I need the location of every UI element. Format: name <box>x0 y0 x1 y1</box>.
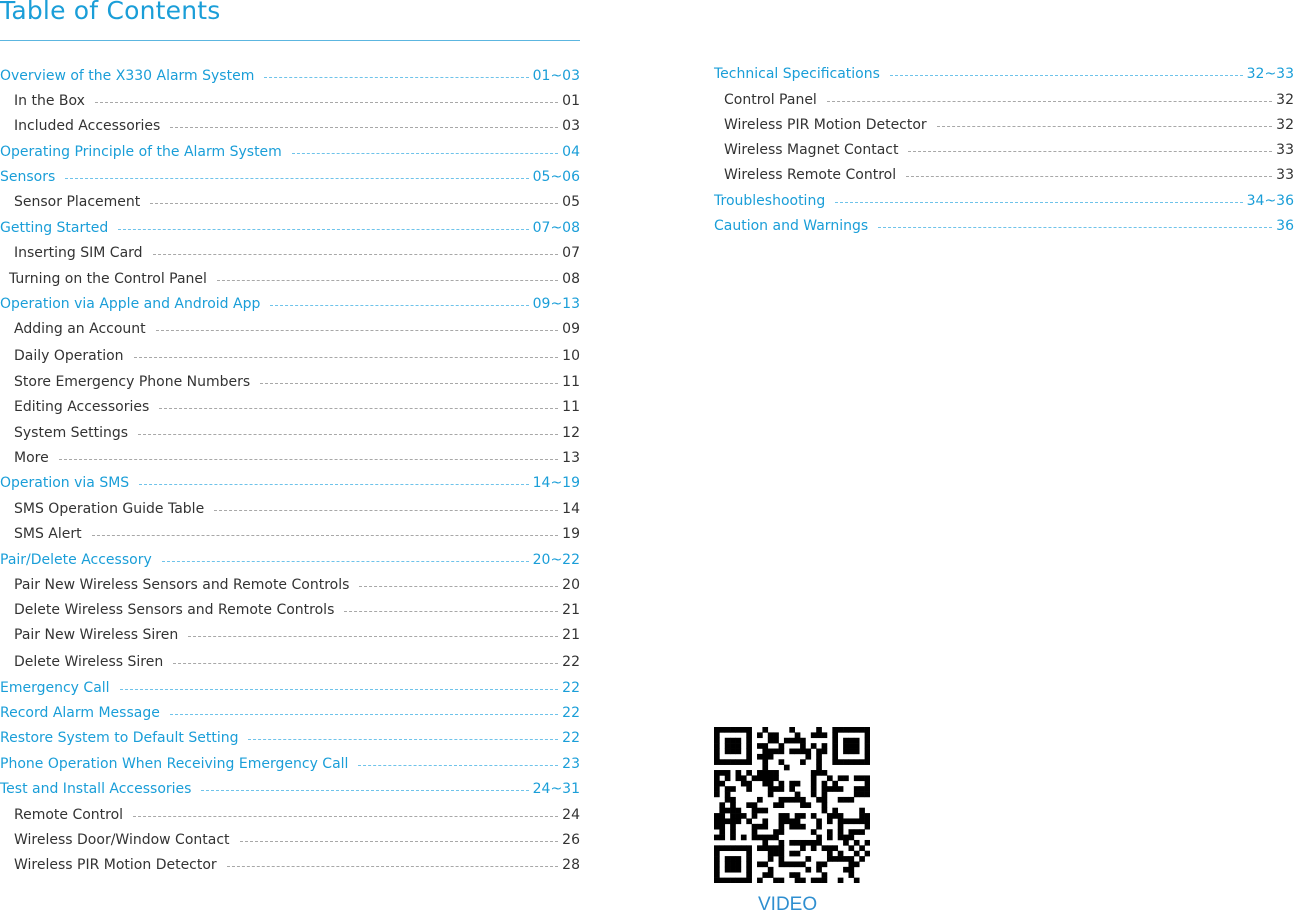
toc-page-number: 34~36 <box>1246 193 1294 209</box>
toc-page-number: 36 <box>1276 218 1294 234</box>
toc-leader-dots <box>937 126 1272 127</box>
toc-entry-title: Pair New Wireless Siren <box>14 627 179 643</box>
toc-section-entry[interactable] <box>0 780 580 798</box>
toc-entry-title: Delete Wireless Siren <box>14 654 164 670</box>
toc-leader-dots <box>188 636 558 637</box>
toc-entry-title: System Settings <box>14 425 129 441</box>
toc-page-number: 05 <box>562 194 580 210</box>
toc-section-entry[interactable] <box>0 219 580 237</box>
toc-section-entry[interactable] <box>0 143 580 161</box>
toc-page-number: 07~08 <box>532 220 580 236</box>
toc-leader-dots <box>156 330 559 331</box>
toc-subentry[interactable] <box>724 91 1294 109</box>
toc-leader-dots <box>270 305 528 306</box>
toc-entry-title: Getting Started <box>0 220 109 236</box>
toc-entry-title: Caution and Warnings <box>714 218 869 234</box>
toc-page-number: 22 <box>562 705 580 721</box>
toc-entry-title: Store Emergency Phone Numbers <box>14 374 251 390</box>
toc-subentry[interactable] <box>14 500 580 518</box>
toc-section-entry[interactable] <box>0 295 580 313</box>
toc-leader-dots <box>170 714 558 715</box>
toc-entry-title: Operating Principle of the Alarm System <box>0 144 282 160</box>
toc-page-number: 07 <box>562 245 580 261</box>
toc-section-entry[interactable] <box>0 679 580 697</box>
toc-entry-title: Pair/Delete Accessory <box>0 552 152 568</box>
toc-leader-dots <box>248 739 558 740</box>
toc-subentry[interactable] <box>14 626 580 644</box>
toc-entry-title: Editing Accessories <box>14 399 150 415</box>
toc-entry-title: Adding an Account <box>14 321 146 337</box>
toc-entry-title: More <box>14 450 49 466</box>
toc-entry-title: Wireless PIR Motion Detector <box>724 117 927 133</box>
toc-page-number: 04 <box>562 144 580 160</box>
toc-page-number: 22 <box>562 680 580 696</box>
toc-subentry[interactable] <box>14 347 580 365</box>
toc-page-number: 22 <box>562 730 580 746</box>
toc-subentry[interactable] <box>14 117 580 135</box>
toc-entry-title: Wireless PIR Motion Detector <box>14 857 217 873</box>
toc-page-number: 24 <box>562 807 580 823</box>
toc-leader-dots <box>878 227 1272 228</box>
page-title: Table of Contents <box>0 0 221 25</box>
toc-subentry[interactable] <box>14 398 580 416</box>
toc-subentry[interactable] <box>14 831 580 849</box>
toc-page-number: 26 <box>562 832 580 848</box>
toc-leader-dots <box>134 357 559 358</box>
toc-leader-dots <box>120 689 559 690</box>
toc-leader-dots <box>150 203 558 204</box>
toc-page-number: 19 <box>562 526 580 542</box>
toc-entry-title: Turning on the Control Panel <box>9 271 207 287</box>
toc-leader-dots <box>95 102 558 103</box>
toc-subentry[interactable] <box>14 193 580 211</box>
toc-page-number: 21 <box>562 602 580 618</box>
toc-page-number: 13 <box>562 450 580 466</box>
toc-leader-dots <box>906 176 1272 177</box>
toc-entry-title: SMS Alert <box>14 526 82 542</box>
toc-page-number: 10 <box>562 348 580 364</box>
toc-entry-title: Operation via Apple and Android App <box>0 296 261 312</box>
toc-entry-title: Control Panel <box>724 92 817 108</box>
toc-leader-dots <box>201 790 528 791</box>
toc-entry-title: SMS Operation Guide Table <box>14 501 205 517</box>
toc-page-number: 14~19 <box>532 475 580 491</box>
toc-page-number: 20 <box>562 577 580 593</box>
toc-section-entry[interactable] <box>0 474 580 492</box>
toc-leader-dots <box>162 561 529 562</box>
toc-leader-dots <box>139 484 528 485</box>
toc-section-entry[interactable] <box>0 168 580 186</box>
toc-subentry[interactable] <box>14 576 580 594</box>
toc-subentry[interactable] <box>14 244 580 262</box>
toc-leader-dots <box>138 434 558 435</box>
toc-leader-dots <box>227 866 558 867</box>
toc-leader-dots <box>214 510 558 511</box>
toc-leader-dots <box>217 280 558 281</box>
toc-subentry[interactable] <box>14 92 580 110</box>
toc-page-number: 01 <box>562 93 580 109</box>
toc-leader-dots <box>240 841 559 842</box>
toc-page-number: 33 <box>1276 167 1294 183</box>
toc-subentry[interactable] <box>14 449 580 467</box>
toc-page-number: 23 <box>562 756 580 772</box>
toc-entry-title: Overview of the X330 Alarm System <box>0 68 255 84</box>
toc-entry-title: Operation via SMS <box>0 475 130 491</box>
toc-subentry[interactable] <box>14 601 580 619</box>
toc-entry-title: Wireless Remote Control <box>724 167 897 183</box>
toc-section-entry[interactable] <box>0 729 580 747</box>
toc-leader-dots <box>59 459 558 460</box>
toc-entry-title: Delete Wireless Sensors and Remote Controls <box>14 602 335 618</box>
toc-page-number: 20~22 <box>532 552 580 568</box>
toc-page-number: 21 <box>562 627 580 643</box>
toc-page-number: 12 <box>562 425 580 441</box>
toc-entry-title: Sensors <box>0 169 56 185</box>
toc-page-number: 33 <box>1276 142 1294 158</box>
toc-leader-dots <box>292 153 558 154</box>
toc-subentry[interactable] <box>724 141 1294 159</box>
toc-entry-title: Test and Install Accessories <box>0 781 192 797</box>
toc-entry-title: Technical Specifications <box>714 66 880 82</box>
toc-entry-title: Record Alarm Message <box>0 705 160 721</box>
toc-subentry[interactable] <box>14 320 580 338</box>
toc-subentry[interactable] <box>14 653 580 671</box>
toc-entry-title: Pair New Wireless Sensors and Remote Controls <box>14 577 350 593</box>
toc-page-number: 09 <box>562 321 580 337</box>
toc-leader-dots <box>118 229 528 230</box>
toc-page-number: 11 <box>562 399 580 415</box>
toc-section-entry[interactable] <box>714 217 1294 235</box>
toc-leader-dots <box>133 816 558 817</box>
toc-leader-dots <box>264 77 528 78</box>
toc-page-number: 01~03 <box>532 68 580 84</box>
toc-section-entry[interactable] <box>0 755 580 773</box>
toc-leader-dots <box>159 408 558 409</box>
toc-leader-dots <box>173 663 558 664</box>
toc-page-number: 24~31 <box>532 781 580 797</box>
toc-page-number: 08 <box>562 271 580 287</box>
toc-leader-dots <box>65 178 528 179</box>
title-divider <box>0 40 580 41</box>
toc-entry-title: Wireless Magnet Contact <box>724 142 899 158</box>
toc-entry-title: Troubleshooting <box>714 193 826 209</box>
qr-code-icon[interactable] <box>714 727 870 883</box>
toc-section-entry[interactable] <box>0 551 580 569</box>
toc-entry-title: Remote Control <box>14 807 124 823</box>
toc-leader-dots <box>890 75 1243 76</box>
toc-leader-dots <box>344 611 558 612</box>
toc-entry-title: Wireless Door/Window Contact <box>14 832 230 848</box>
toc-page-number: 32 <box>1276 92 1294 108</box>
toc-page-number: 14 <box>562 501 580 517</box>
toc-leader-dots <box>358 765 558 766</box>
toc-page-number: 11 <box>562 374 580 390</box>
toc-subentry[interactable] <box>14 373 580 391</box>
toc-entry-title: Emergency Call <box>0 680 110 696</box>
toc-entry-title: Sensor Placement <box>14 194 141 210</box>
toc-entry-title: Inserting SIM Card <box>14 245 143 261</box>
toc-page-number: 03 <box>562 118 580 134</box>
toc-subentry[interactable] <box>14 525 580 543</box>
toc-page-number: 28 <box>562 857 580 873</box>
toc-leader-dots <box>908 151 1272 152</box>
toc-entry-title: Included Accessories <box>14 118 161 134</box>
toc-entry-title: Daily Operation <box>14 348 124 364</box>
toc-section-entry[interactable] <box>0 67 580 85</box>
toc-leader-dots <box>359 586 558 587</box>
toc-section-entry[interactable] <box>714 65 1294 83</box>
toc-leader-dots <box>153 254 559 255</box>
toc-section-entry[interactable] <box>0 704 580 722</box>
toc-section-entry[interactable] <box>714 192 1294 210</box>
toc-page-number: 05~06 <box>532 169 580 185</box>
toc-entry-title: In the Box <box>14 93 85 109</box>
toc-page-number: 32~33 <box>1246 66 1294 82</box>
toc-leader-dots <box>92 535 559 536</box>
toc-leader-dots <box>260 383 558 384</box>
video-label: VIDEO <box>758 894 818 915</box>
toc-entry-title: Phone Operation When Receiving Emergency Call <box>0 756 349 772</box>
toc-page-number: 22 <box>562 654 580 670</box>
toc-subentry[interactable] <box>14 806 580 824</box>
toc-leader-dots <box>827 101 1272 102</box>
toc-subentry[interactable] <box>724 116 1294 134</box>
toc-leader-dots <box>835 202 1242 203</box>
toc-page-number: 32 <box>1276 117 1294 133</box>
toc-leader-dots <box>170 127 558 128</box>
toc-subentry[interactable] <box>14 424 580 442</box>
toc-subentry[interactable] <box>9 270 580 288</box>
toc-entry-title: Restore System to Default Setting <box>0 730 239 746</box>
toc-subentry[interactable] <box>724 166 1294 184</box>
toc-subentry[interactable] <box>14 856 580 874</box>
toc-page-number: 09~13 <box>532 296 580 312</box>
